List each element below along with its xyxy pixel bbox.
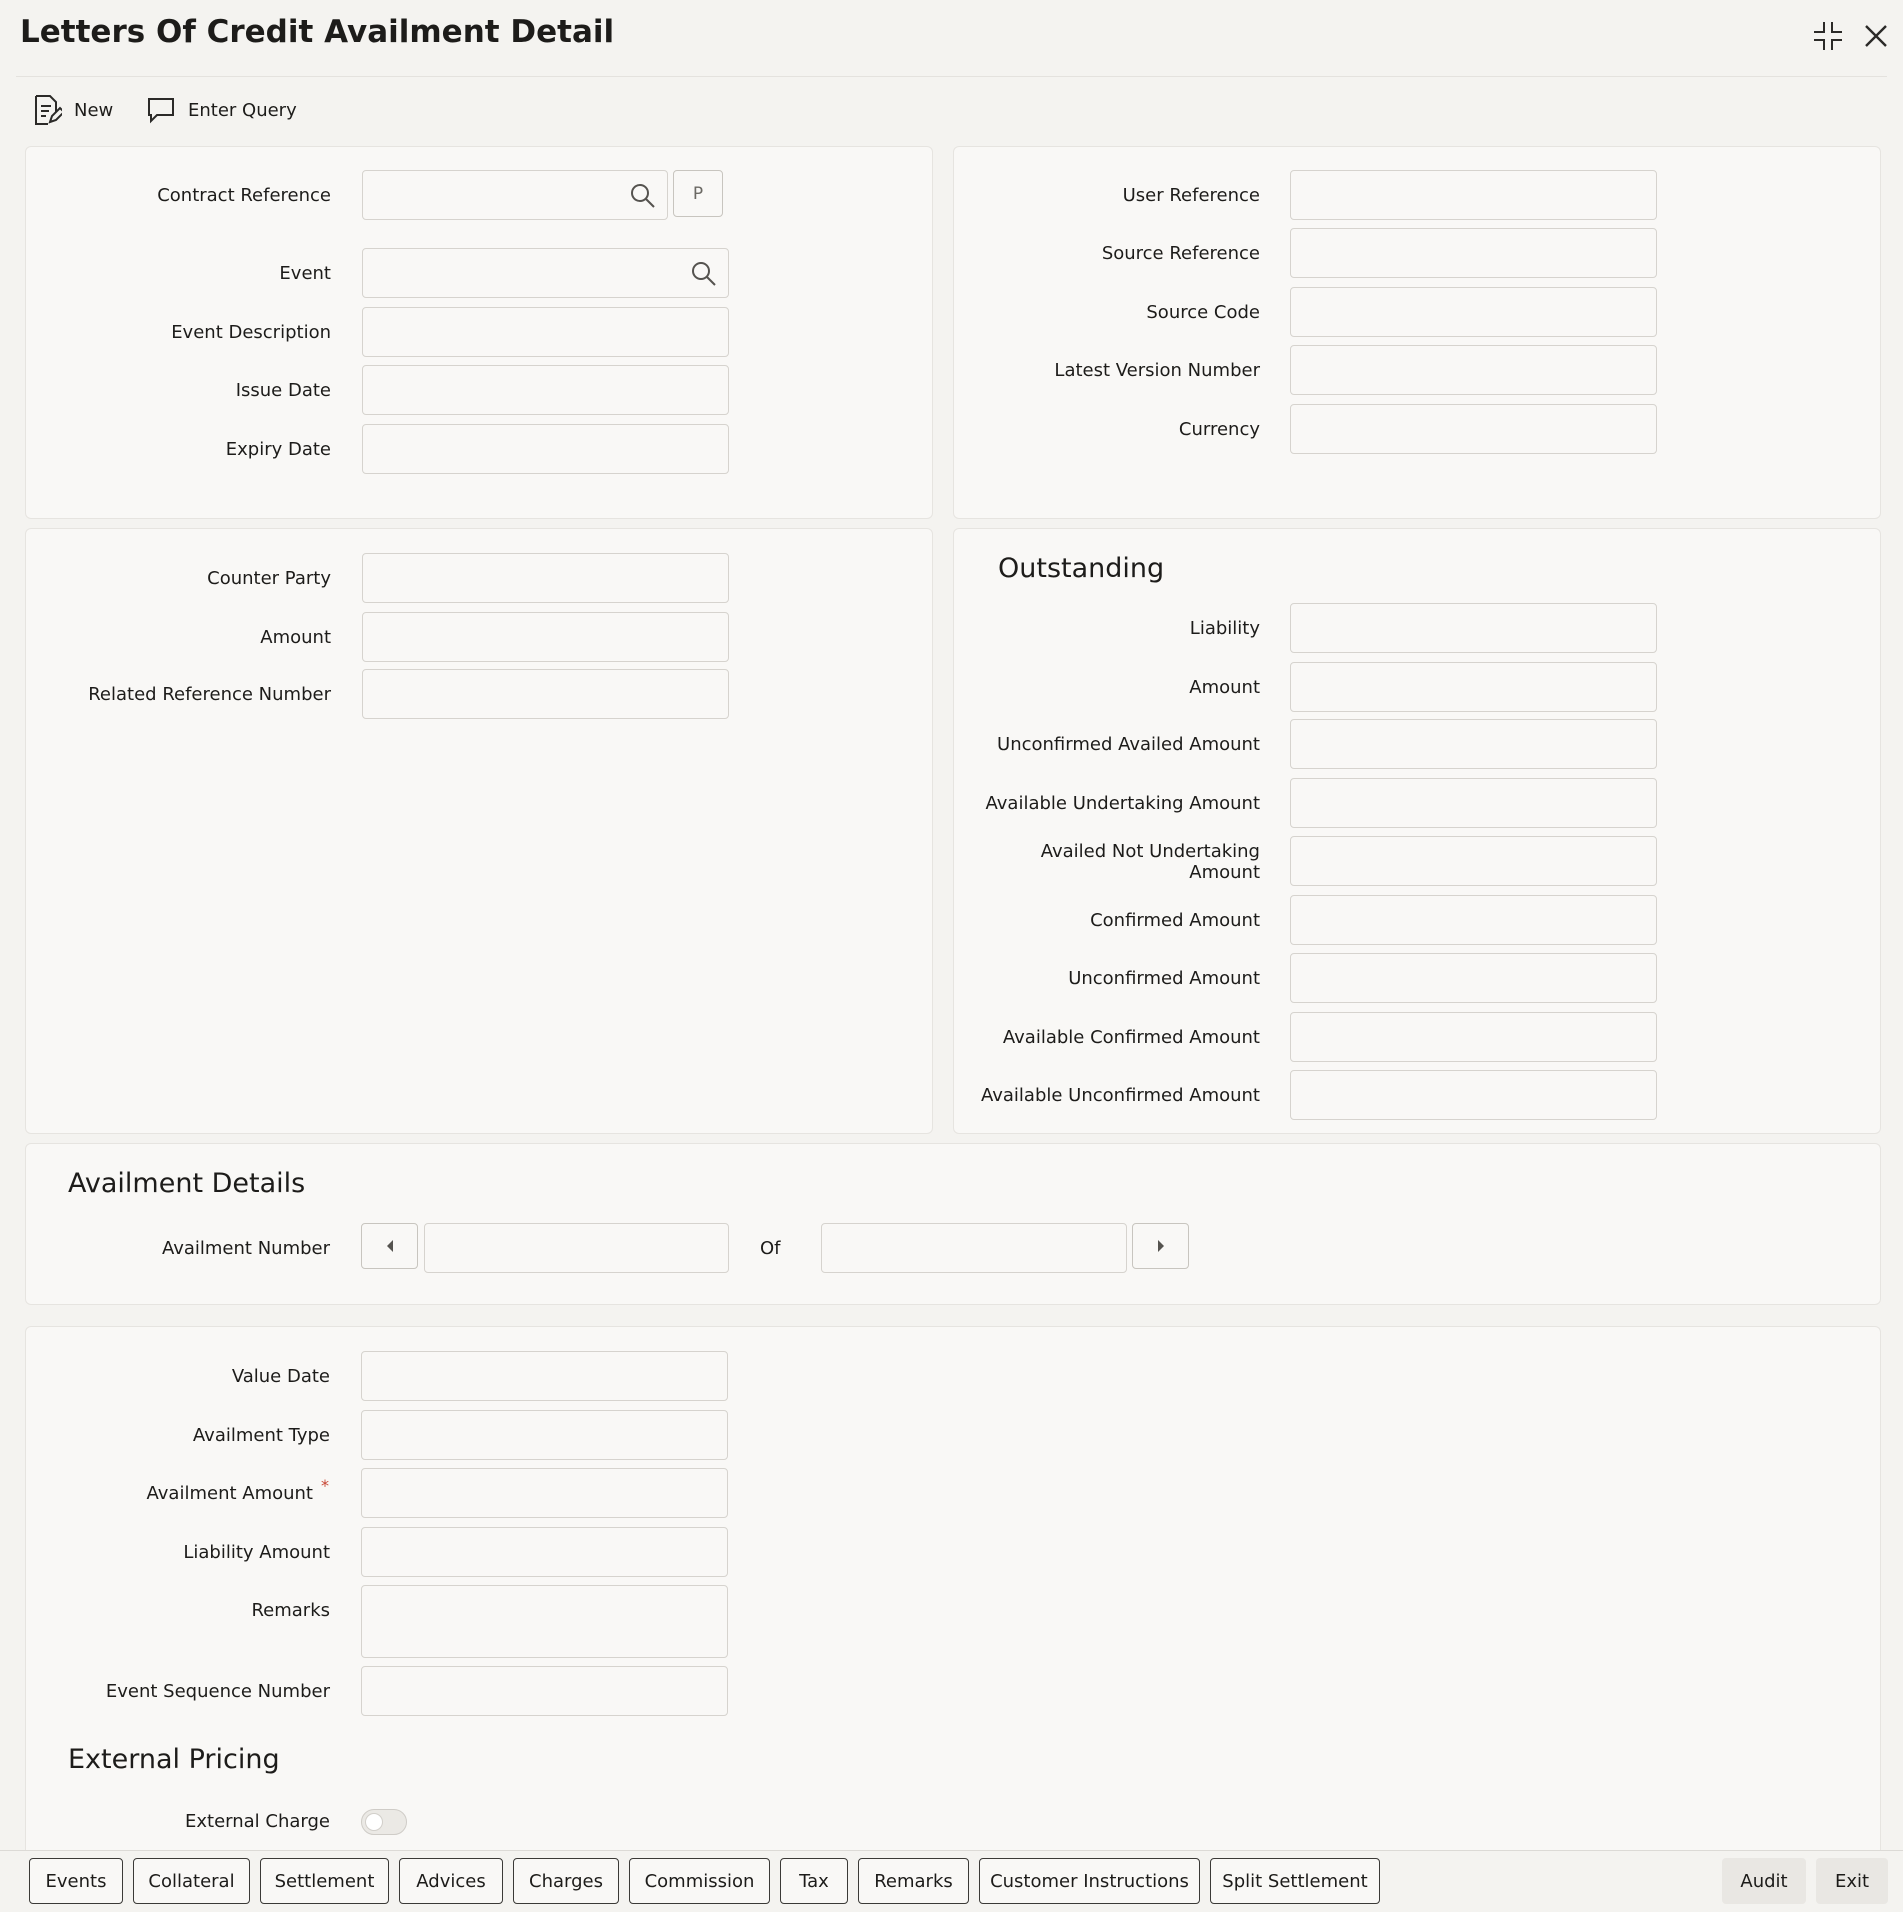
remarks-label: Remarks xyxy=(251,1600,330,1621)
external-charge-label: External Charge xyxy=(185,1811,330,1832)
unconfirmed-availed-amount-input[interactable] xyxy=(1291,720,1656,768)
liability-label: Liability xyxy=(1189,618,1260,639)
amount-field[interactable] xyxy=(362,612,729,662)
currency-input[interactable] xyxy=(1291,405,1656,453)
unconfirmed-amount-input[interactable] xyxy=(1291,954,1656,1002)
source-code-label: Source Code xyxy=(1146,302,1260,323)
source-code-input[interactable] xyxy=(1291,288,1656,336)
chat-bubble-icon xyxy=(146,95,176,125)
header-divider xyxy=(16,76,1887,77)
liability-input[interactable] xyxy=(1291,604,1656,652)
external-pricing-heading: External Pricing xyxy=(68,1744,280,1775)
page-title: Letters Of Credit Availment Detail xyxy=(20,14,615,50)
caret-left-icon xyxy=(385,1239,395,1253)
availment-number-input[interactable] xyxy=(425,1224,728,1272)
remarks-textarea[interactable] xyxy=(362,1586,727,1657)
availment-total-field[interactable] xyxy=(821,1223,1127,1273)
expiry-date-label: Expiry Date xyxy=(225,439,331,460)
counter-party-label: Counter Party xyxy=(207,568,331,589)
related-reference-number-field[interactable] xyxy=(362,669,729,719)
availed-not-undertaking-line1: Availed Not Undertaking xyxy=(1040,841,1260,862)
liability-amount-input[interactable] xyxy=(362,1528,727,1576)
available-undertaking-amount-label: Available Undertaking Amount xyxy=(985,793,1260,814)
collateral-button[interactable]: Collateral xyxy=(133,1858,250,1904)
events-button[interactable]: Events xyxy=(29,1858,123,1904)
latest-version-number-input[interactable] xyxy=(1291,346,1656,394)
source-reference-input[interactable] xyxy=(1291,229,1656,277)
p-button[interactable]: P xyxy=(673,170,723,217)
outstanding-amount-label: Amount xyxy=(1189,677,1260,698)
event-sequence-number-label: Event Sequence Number xyxy=(105,1681,330,1702)
next-availment-button[interactable] xyxy=(1132,1223,1189,1269)
counter-party-input[interactable] xyxy=(363,554,728,602)
contract-reference-label: Contract Reference xyxy=(157,185,331,206)
confirmed-amount-label: Confirmed Amount xyxy=(1090,910,1260,931)
value-date-input[interactable] xyxy=(362,1352,727,1400)
required-indicator: * xyxy=(321,1476,329,1495)
related-reference-number-input[interactable] xyxy=(363,670,728,718)
value-date-label: Value Date xyxy=(231,1366,330,1387)
new-document-icon xyxy=(32,94,62,126)
available-undertaking-amount-input[interactable] xyxy=(1291,779,1656,827)
availment-detail-panel xyxy=(25,1326,1881,1850)
search-icon[interactable] xyxy=(690,260,718,288)
unconfirmed-amount-label: Unconfirmed Amount xyxy=(1068,968,1260,989)
availment-type-field[interactable] xyxy=(361,1410,728,1460)
outstanding-amount-field[interactable] xyxy=(1290,662,1657,712)
available-unconfirmed-amount-field[interactable] xyxy=(1290,1070,1657,1120)
enter-query-button[interactable] xyxy=(146,90,297,130)
user-reference-label: User Reference xyxy=(1122,185,1260,206)
unconfirmed-availed-amount-field[interactable] xyxy=(1290,719,1657,769)
availment-details-heading: Availment Details xyxy=(68,1168,306,1199)
contract-reference-field[interactable] xyxy=(362,170,668,220)
contract-reference-input[interactable] xyxy=(363,171,667,219)
availed-not-undertaking-amount-input[interactable] xyxy=(1291,837,1656,885)
liability-field[interactable] xyxy=(1290,603,1657,653)
expiry-date-field[interactable] xyxy=(362,424,729,474)
amount-label: Amount xyxy=(260,627,331,648)
available-unconfirmed-amount-input[interactable] xyxy=(1291,1071,1656,1119)
close-icon[interactable] xyxy=(1862,22,1890,56)
availment-amount-label: Availment Amount xyxy=(146,1483,313,1504)
user-reference-field[interactable] xyxy=(1290,170,1657,220)
charges-button[interactable]: Charges xyxy=(513,1858,619,1904)
search-icon[interactable] xyxy=(629,182,657,210)
availment-type-input[interactable] xyxy=(362,1411,727,1459)
user-reference-input[interactable] xyxy=(1291,171,1656,219)
tax-button[interactable]: Tax xyxy=(780,1858,848,1904)
exit-button[interactable]: Exit xyxy=(1816,1858,1888,1904)
availment-amount-field[interactable] xyxy=(361,1468,728,1518)
availment-number-field[interactable] xyxy=(424,1223,729,1273)
available-undertaking-amount-field[interactable] xyxy=(1290,778,1657,828)
issue-date-input[interactable] xyxy=(363,366,728,414)
liability-amount-label: Liability Amount xyxy=(183,1542,330,1563)
caret-right-icon xyxy=(1156,1239,1166,1253)
unconfirmed-amount-field[interactable] xyxy=(1290,953,1657,1003)
issue-date-label: Issue Date xyxy=(235,380,331,401)
unconfirmed-availed-amount-label: Unconfirmed Availed Amount xyxy=(997,734,1260,755)
source-reference-field[interactable] xyxy=(1290,228,1657,278)
split-settlement-button[interactable]: Split Settlement xyxy=(1210,1858,1380,1904)
event-description-field[interactable] xyxy=(362,307,729,357)
availed-not-undertaking-line2: Amount xyxy=(1189,862,1260,883)
availment-type-label: Availment Type xyxy=(192,1425,330,1446)
available-confirmed-amount-input[interactable] xyxy=(1291,1013,1656,1061)
availment-amount-input[interactable] xyxy=(362,1469,727,1517)
availed-not-undertaking-amount-label xyxy=(960,841,1260,883)
commission-button[interactable]: Commission xyxy=(629,1858,770,1904)
available-confirmed-amount-label: Available Confirmed Amount xyxy=(1002,1027,1260,1048)
expiry-date-input[interactable] xyxy=(363,425,728,473)
event-input[interactable] xyxy=(363,249,728,297)
availed-not-undertaking-amount-field[interactable] xyxy=(1290,836,1657,886)
related-reference-number-label: Related Reference Number xyxy=(88,684,331,705)
advices-button[interactable]: Advices xyxy=(399,1858,503,1904)
event-description-label: Event Description xyxy=(171,322,331,343)
remarks-field[interactable] xyxy=(361,1585,728,1658)
source-reference-label: Source Reference xyxy=(1101,243,1260,264)
outstanding-heading: Outstanding xyxy=(998,553,1165,584)
enter-query-label: Enter Query xyxy=(188,99,297,121)
source-code-field[interactable] xyxy=(1290,287,1657,337)
audit-button[interactable]: Audit xyxy=(1722,1858,1806,1904)
currency-field[interactable] xyxy=(1290,404,1657,454)
confirmed-amount-field[interactable] xyxy=(1290,895,1657,945)
confirmed-amount-input[interactable] xyxy=(1291,896,1656,944)
external-charge-toggle[interactable] xyxy=(361,1809,407,1835)
currency-label: Currency xyxy=(1178,419,1260,440)
availment-number-label: Availment Number xyxy=(161,1238,330,1259)
settlement-button[interactable]: Settlement xyxy=(260,1858,389,1904)
customer-instructions-button[interactable]: Customer Instructions xyxy=(979,1858,1200,1904)
latest-version-number-field[interactable] xyxy=(1290,345,1657,395)
issue-date-field[interactable] xyxy=(362,365,729,415)
available-confirmed-amount-field[interactable] xyxy=(1290,1012,1657,1062)
minimize-window-icon[interactable] xyxy=(1812,20,1844,58)
event-sequence-number-field[interactable] xyxy=(361,1666,728,1716)
liability-amount-field[interactable] xyxy=(361,1527,728,1577)
value-date-field[interactable] xyxy=(361,1351,728,1401)
new-label: New xyxy=(74,99,114,121)
latest-version-number-label: Latest Version Number xyxy=(1054,360,1260,381)
event-sequence-number-input[interactable] xyxy=(362,1667,727,1715)
previous-availment-button[interactable] xyxy=(361,1223,418,1269)
event-label: Event xyxy=(279,263,331,284)
available-unconfirmed-amount-label: Available Unconfirmed Amount xyxy=(980,1085,1260,1106)
outstanding-amount-input[interactable] xyxy=(1291,663,1656,711)
new-button[interactable] xyxy=(32,90,113,130)
availment-total-input[interactable] xyxy=(822,1224,1126,1272)
of-label: Of xyxy=(760,1238,781,1259)
amount-input[interactable] xyxy=(363,613,728,661)
counter-party-field[interactable] xyxy=(362,553,729,603)
event-field[interactable] xyxy=(362,248,729,298)
remarks-button[interactable]: Remarks xyxy=(858,1858,969,1904)
event-description-input[interactable] xyxy=(363,308,728,356)
